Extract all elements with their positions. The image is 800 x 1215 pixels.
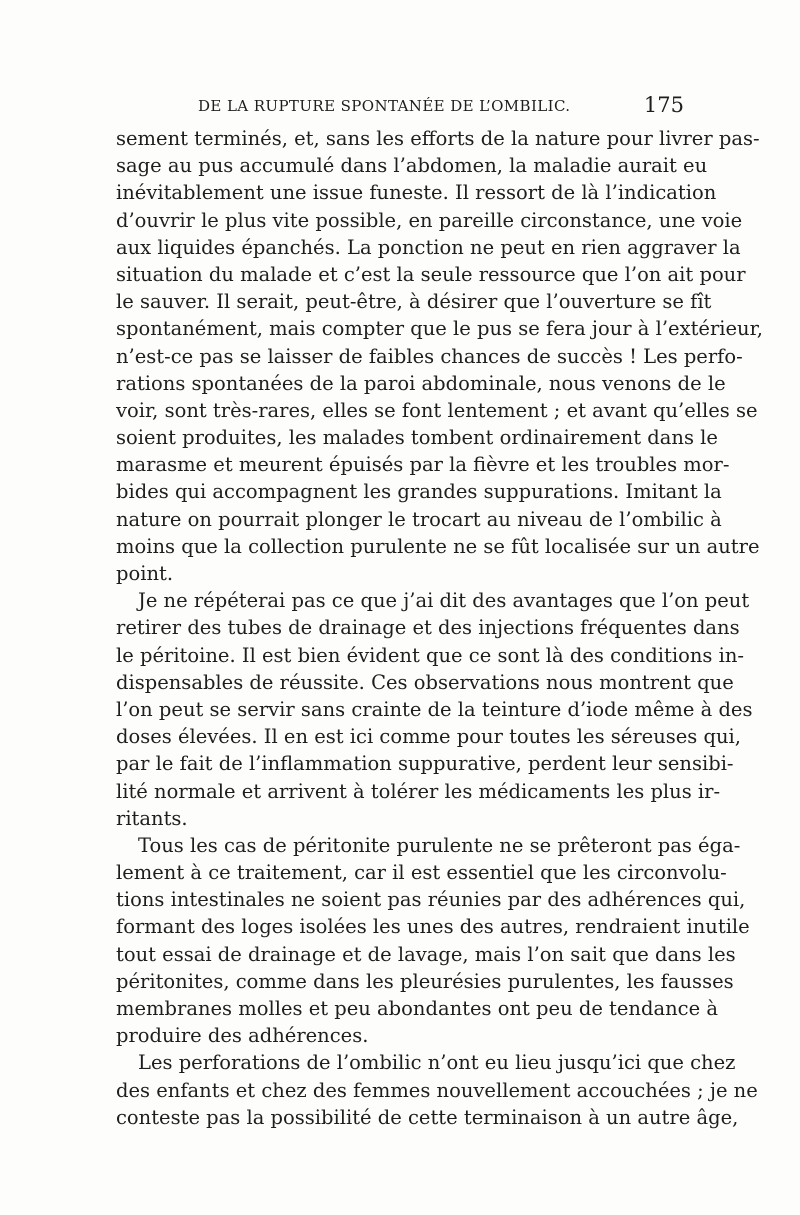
text-line: d’ouvrir le plus vite possible, en pareille circonstance, une voie (116, 208, 743, 232)
text-line: péritonites, comme dans les pleurésies purulentes, les fausses (116, 969, 734, 993)
text-line: spontanément, mais compter que le pus se fera jour à l’extérieur, (116, 317, 763, 341)
text-line: marasme et meurent épuisés par la fièvre et les troubles mor- (116, 453, 730, 477)
text-line: tout essai de drainage et de lavage, mais l’on sait que dans les (116, 942, 736, 966)
text-line: ritants. (116, 806, 188, 830)
text-line: doses élevées. Il en est ici comme pour toutes les séreuses qui, (116, 725, 741, 749)
text-line: voir, sont très-rares, elles se font lentement ; et avant qu’elles se (116, 398, 758, 422)
text-line: sage au pus accumulé dans l’abdomen, la maladie aurait eu (116, 154, 708, 178)
text-line: tions intestinales ne soient pas réunies par des adhérences qui, (116, 888, 746, 912)
text-line: soient produites, les malades tombent ordinairement dans le (116, 426, 718, 450)
text-line: inévitablement une issue funeste. Il ressort de là l’indication (116, 181, 717, 205)
text-line: aux liquides épanchés. La ponction ne peut en rien aggraver la (116, 235, 741, 259)
text-line: le péritoine. Il est bien évident que ce sont là des conditions in- (116, 643, 744, 667)
text-line: sement terminés, et, sans les efforts de la nature pour livrer pas- (116, 127, 760, 150)
text-line: rations spontanées de la paroi abdominale, nous venons de le (116, 371, 726, 395)
text-line: produire des adhérences. (116, 1024, 369, 1048)
paragraph-start-line: Tous les cas de péritonite purulente ne se prêteront pas éga- (138, 833, 741, 857)
text-line: retirer des tubes de drainage et des injections fréquentes dans (116, 616, 740, 640)
paragraph-start-line: Les perforations de l’ombilic n’ont eu lieu jusqu’ici que chez (138, 1051, 736, 1075)
text-line: situation du malade et c’est la seule ressource que l’on ait pour (116, 262, 746, 286)
text-line: l’on peut se servir sans crainte de la teinture d’iode même à des (116, 697, 753, 721)
text-line: bides qui accompagnent les grandes suppurations. Imitant la (116, 480, 722, 504)
page-header (116, 95, 684, 117)
text-line: membranes molles et peu abondantes ont peu de tendance à (116, 997, 718, 1020)
running-title: DE LA RUPTURE SPONTANÉE DE L’OMBILIC. (198, 97, 571, 115)
text-line: des enfants et chez des femmes nouvellement accouchées ; je ne (116, 1078, 758, 1102)
page-number: 175 (643, 93, 684, 117)
text-line: par le fait de l’inflammation suppurative, perdent leur sensibi- (116, 752, 734, 776)
text-line: formant des loges isolées les unes des autres, rendraient inutile (116, 915, 750, 939)
text-line: n’est-ce pas se laisser de faibles chances de succès ! Les perfo- (116, 344, 743, 368)
text-line: point. (116, 562, 174, 585)
text-line: nature on pourrait plonger le trocart au niveau de l’ombilic à (116, 507, 722, 531)
text-line: moins que la collection purulente ne se fût localisée sur un autre (116, 534, 760, 558)
text-line: conteste pas la possibilité de cette terminaison à un autre âge, (116, 1105, 739, 1129)
paragraph-start-line: Je ne répéterai pas ce que j’ai dit des avantages que l’on peut (138, 589, 750, 613)
text-line: lité normale et arrivent à tolérer les médicaments les plus ir- (116, 779, 721, 803)
text-line: lement à ce traitement, car il est essentiel que les circonvolu- (116, 861, 727, 885)
text-line: dispensables de réussite. Ces observations nous montrent que (116, 670, 734, 694)
body-text (116, 125, 763, 1131)
text-line: le sauver. Il serait, peut-être, à désirer que l’ouverture se fît (116, 290, 712, 314)
